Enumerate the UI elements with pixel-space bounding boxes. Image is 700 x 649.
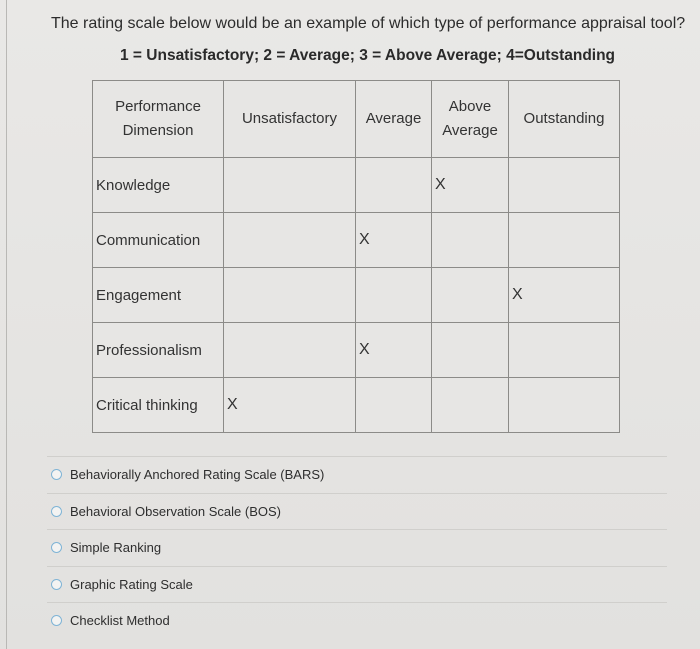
answer-options	[47, 456, 667, 639]
rating-cell	[509, 158, 620, 213]
rating-cell	[432, 378, 509, 433]
dimension-cell: Professionalism	[93, 323, 224, 378]
option-graphic-rating-scale[interactable]	[47, 566, 667, 603]
rating-cell	[509, 323, 620, 378]
radio-button[interactable]	[51, 506, 62, 517]
rating-cell	[356, 268, 432, 323]
question-panel	[6, 0, 699, 649]
option-label[interactable]: Graphic Rating Scale	[70, 576, 193, 592]
header-above-average: Above Average	[432, 81, 509, 158]
rating-cell	[509, 378, 620, 433]
option-label[interactable]: Behaviorally Anchored Rating Scale (BARS)	[70, 467, 325, 483]
rating-cell	[432, 213, 509, 268]
table-header-row	[93, 81, 620, 158]
option-bos[interactable]	[47, 493, 667, 530]
rating-scale-legend: 1 = Unsatisfactory; 2 = Average; 3 = Above Average; 4=Outstanding	[120, 47, 616, 64]
rating-cell: X	[356, 213, 432, 268]
option-checklist-method[interactable]	[47, 602, 667, 639]
rating-cell	[356, 378, 432, 433]
radio-button[interactable]	[51, 469, 62, 480]
option-label[interactable]: Simple Ranking	[70, 540, 162, 556]
header-performance-dimension: Performance Dimension	[93, 81, 224, 158]
option-label[interactable]: Checklist Method	[70, 613, 170, 629]
table-row	[93, 158, 620, 213]
radio-button[interactable]	[51, 615, 62, 626]
header-average: Average	[356, 81, 432, 158]
rating-cell	[224, 158, 356, 213]
rating-cell	[224, 323, 356, 378]
radio-button[interactable]	[51, 579, 62, 590]
rating-cell	[432, 268, 509, 323]
table-row	[93, 378, 620, 433]
header-unsatisfactory: Unsatisfactory	[224, 81, 356, 158]
option-label[interactable]: Behavioral Observation Scale (BOS)	[70, 503, 281, 519]
table-row	[93, 268, 620, 323]
rating-cell	[224, 213, 356, 268]
rating-cell: X	[432, 158, 509, 213]
rating-cell: X	[356, 323, 432, 378]
table-row	[93, 323, 620, 378]
rating-cell: X	[509, 268, 620, 323]
option-bars[interactable]	[47, 456, 667, 493]
header-outstanding: Outstanding	[509, 81, 620, 158]
dimension-cell: Knowledge	[93, 158, 224, 213]
rating-cell	[432, 323, 509, 378]
dimension-cell: Communication	[93, 213, 224, 268]
dimension-cell: Critical thinking	[93, 378, 224, 433]
radio-button[interactable]	[51, 542, 62, 553]
question-text: The rating scale below would be an example of which type of performance appraisal tool?	[51, 15, 686, 32]
rating-cell	[224, 268, 356, 323]
rating-cell: X	[224, 378, 356, 433]
dimension-cell: Engagement	[93, 268, 224, 323]
option-simple-ranking[interactable]	[47, 529, 667, 566]
table-row	[93, 213, 620, 268]
rating-table	[92, 80, 620, 433]
rating-cell	[356, 158, 432, 213]
rating-cell	[509, 213, 620, 268]
